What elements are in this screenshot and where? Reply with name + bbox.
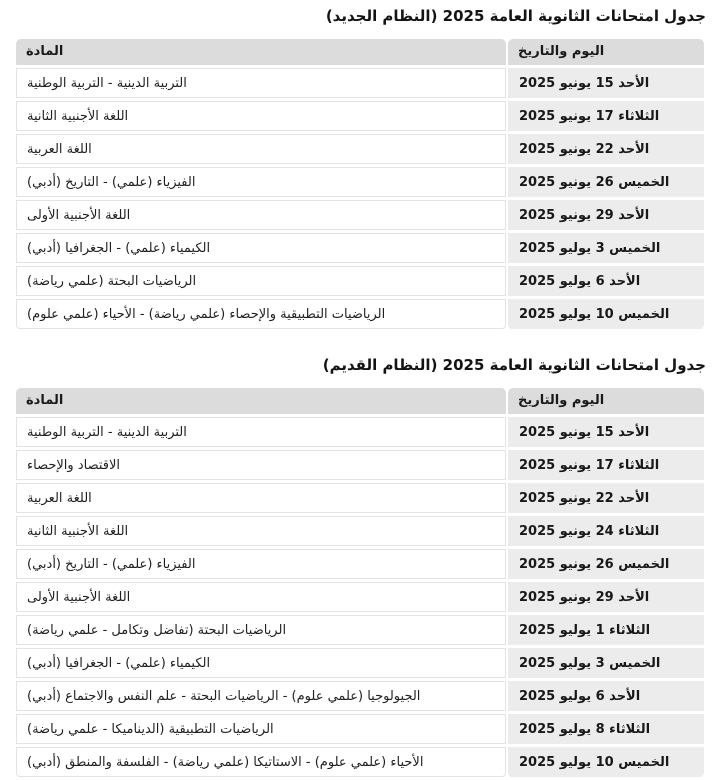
- table-body: [16, 417, 704, 777]
- table-row: [16, 233, 704, 263]
- table-row: [16, 516, 704, 546]
- exam-date-cell: الخميس 10 يوليو 2025: [508, 299, 704, 329]
- table-row: [16, 134, 704, 164]
- table-row: [16, 299, 704, 329]
- exam-subject-cell: الفيزياء (علمي) - التاريخ (أدبي): [16, 549, 506, 579]
- exam-subject-cell: الرياضيات التطبيقية والإحصاء (علمي رياضة) - الأحياء (علمي علوم): [16, 299, 506, 329]
- exam-date-cell: الخميس 26 يونيو 2025: [508, 549, 704, 579]
- exam-subject-cell: اللغة العربية: [16, 483, 506, 513]
- column-header-subject: المادة: [16, 39, 506, 65]
- table-row: [16, 200, 704, 230]
- exam-schedule-section: [14, 7, 706, 332]
- column-header-day-date: اليوم والتاريخ: [508, 388, 704, 414]
- exam-subject-cell: اللغة الأجنبية الثانية: [16, 101, 506, 131]
- header-row: [16, 39, 704, 65]
- exam-date-cell: الخميس 26 يونيو 2025: [508, 167, 704, 197]
- table-row: [16, 450, 704, 480]
- header-row: [16, 388, 704, 414]
- exam-date-cell: الثلاثاء 8 يوليو 2025: [508, 714, 704, 744]
- table-row: [16, 101, 704, 131]
- column-header-subject: المادة: [16, 388, 506, 414]
- exam-table: [14, 385, 706, 780]
- exam-subject-cell: الرياضيات البحتة (تفاضل وتكامل - علمي رياضة): [16, 615, 506, 645]
- exam-subject-cell: الجيولوجيا (علمي علوم) - الرياضيات البحتة - علم النفس والاجتماع (أدبي): [16, 681, 506, 711]
- exam-subject-cell: الفيزياء (علمي) - التاريخ (أدبي): [16, 167, 506, 197]
- table-row: [16, 615, 704, 645]
- exam-subject-cell: الكيمياء (علمي) - الجغرافيا (أدبي): [16, 233, 506, 263]
- exam-subject-cell: الرياضيات التطبيقية (الديناميكا - علمي رياضة): [16, 714, 506, 744]
- table-row: [16, 681, 704, 711]
- table-row: [16, 714, 704, 744]
- table-row: [16, 549, 704, 579]
- exam-subject-cell: الاقتصاد والإحصاء: [16, 450, 506, 480]
- table-row: [16, 417, 704, 447]
- table-row: [16, 747, 704, 777]
- exam-subject-cell: اللغة الأجنبية الثانية: [16, 516, 506, 546]
- table-row: [16, 483, 704, 513]
- table-row: [16, 68, 704, 98]
- exam-date-cell: الأحد 15 يونيو 2025: [508, 417, 704, 447]
- exam-date-cell: الأحد 15 يونيو 2025: [508, 68, 704, 98]
- exam-date-cell: الخميس 3 يوليو 2025: [508, 233, 704, 263]
- table-row: [16, 648, 704, 678]
- column-header-day-date: اليوم والتاريخ: [508, 39, 704, 65]
- exam-date-cell: الخميس 10 يوليو 2025: [508, 747, 704, 777]
- exam-table: [14, 36, 706, 332]
- exam-subject-cell: التربية الدينية - التربية الوطنية: [16, 417, 506, 447]
- exam-subject-cell: التربية الدينية - التربية الوطنية: [16, 68, 506, 98]
- table-row: [16, 266, 704, 296]
- exam-date-cell: الثلاثاء 1 يوليو 2025: [508, 615, 704, 645]
- exam-date-cell: الأحد 29 يونيو 2025: [508, 582, 704, 612]
- exam-date-cell: الأحد 22 يونيو 2025: [508, 483, 704, 513]
- exam-date-cell: الأحد 22 يونيو 2025: [508, 134, 704, 164]
- exam-date-cell: الأحد 29 يونيو 2025: [508, 200, 704, 230]
- exam-date-cell: الأحد 6 يوليو 2025: [508, 681, 704, 711]
- exam-schedule-section: [14, 356, 706, 780]
- exam-subject-cell: اللغة الأجنبية الأولى: [16, 582, 506, 612]
- exam-subject-cell: اللغة الأجنبية الأولى: [16, 200, 506, 230]
- exam-subject-cell: الكيمياء (علمي) - الجغرافيا (أدبي): [16, 648, 506, 678]
- table-row: [16, 167, 704, 197]
- table-sections-container: [14, 7, 706, 780]
- exam-subject-cell: الرياضيات البحتة (علمي رياضة): [16, 266, 506, 296]
- exam-date-cell: الثلاثاء 17 يونيو 2025: [508, 101, 704, 131]
- exam-subject-cell: اللغة العربية: [16, 134, 506, 164]
- exam-date-cell: الثلاثاء 24 يونيو 2025: [508, 516, 704, 546]
- exam-date-cell: الخميس 3 يوليو 2025: [508, 648, 704, 678]
- exam-date-cell: الأحد 6 يوليو 2025: [508, 266, 704, 296]
- table-title: جدول امتحانات الثانوية العامة 2025 (النظام القديم): [322, 356, 706, 374]
- exam-subject-cell: الأحياء (علمي علوم) - الاستاتيكا (علمي رياضة) - الفلسفة والمنطق (أدبي): [16, 747, 506, 777]
- table-title: جدول امتحانات الثانوية العامة 2025 (النظام الجديد): [325, 7, 706, 25]
- table-row: [16, 582, 704, 612]
- table-body: [16, 68, 704, 329]
- exam-date-cell: الثلاثاء 17 يونيو 2025: [508, 450, 704, 480]
